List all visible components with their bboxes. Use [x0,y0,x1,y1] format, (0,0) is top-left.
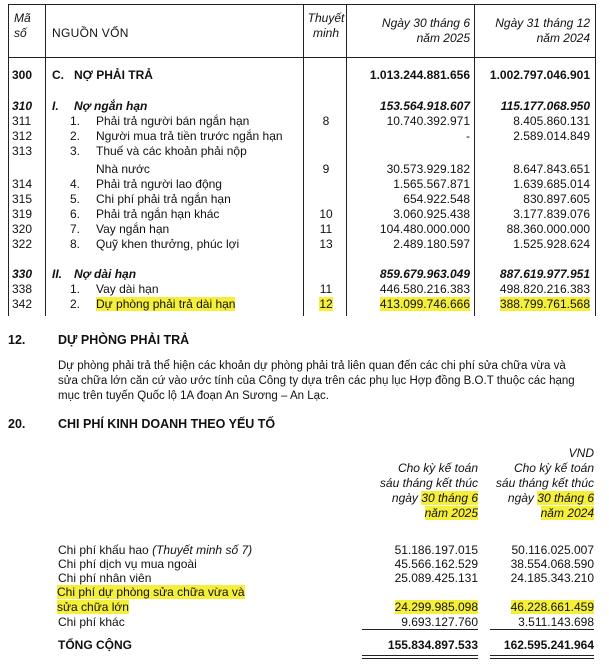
row-code: 330 [12,267,33,281]
row-label: NỢ PHẢI TRẢ [74,68,153,82]
total-underline [490,658,594,659]
total-value-2025: 155.834.897.533 [387,638,478,652]
row-code: 322 [12,237,33,251]
row-label: Chi phí phải trả ngắn hạn [96,192,231,206]
row-label: Nợ ngắn hạn [74,99,148,113]
row-value-2024: 388.799.761.568 [499,297,590,311]
expense-row-label: Chi phí dịch vụ mua ngoài [58,557,197,571]
expense-value-2025: 45.566.162.529 [394,557,478,571]
section-20-number: 20. [8,417,26,431]
row-value-2024: 3.177.839.076 [513,207,590,221]
table-left-border [8,4,9,316]
row-note: 13 [319,237,333,251]
table-top-border [8,4,596,5]
subtotal-line [490,629,594,630]
row-value-2024: 115.177.068.950 [500,99,590,113]
header-col-2025: Ngày 30 tháng 6 năm 2025 [381,16,470,45]
row-code: 300 [12,68,33,82]
expense-header-2024: Cho kỳ kế toán sáu tháng kết thúc ngày 30 tháng 6 năm 2024 [495,461,594,520]
section-12-number: 12. [8,333,26,347]
row-code: 342 [12,297,33,311]
row-value-2025: 859.679.963.049 [379,267,470,281]
row-prefix: 7. [70,222,81,236]
expense-value-2024: 50.116.025.007 [511,543,594,557]
row-note: 8 [322,114,330,128]
row-note: 11 [319,282,333,296]
row-prefix: 2. [70,129,81,143]
row-value-2024: 498.820.216.383 [499,282,590,296]
row-value-2024: 1.639.685.014 [513,177,590,191]
row-prefix: C. [52,68,64,82]
row-note: 11 [319,222,333,236]
subtotal-line [362,629,478,630]
expense-row-label: Chi phí nhân viên [58,571,152,585]
row-value-2025: 446.580.216.383 [379,282,470,296]
row-prefix: II. [52,267,63,281]
row-value-2024: 8.405.860.131 [513,114,590,128]
row-prefix: 4. [70,177,81,191]
row-code: 310 [12,99,33,113]
expense-row-label: Chi phí khấu hao (Thuyết minh số 7) [58,543,253,557]
total-label: TỔNG CỘNG [58,638,132,652]
row-label: Nhà nước [96,162,150,176]
row-label: Nợ dài hạn [74,267,137,281]
row-code: 312 [12,129,33,143]
row-value-2025: 1.013.244.881.656 [369,68,470,82]
row-label: Dự phòng phải trả dài hạn [96,297,236,311]
total-value-2024: 162.595.241.964 [503,638,594,652]
row-label: Thuế và các khoản phải nộp [96,144,247,158]
expense-value-2025: 24.299.985.098 [394,600,478,614]
row-value-2025: - [466,129,470,143]
header-nguon-von: NGUỒN VỐN [52,26,129,40]
row-code: 314 [12,177,33,191]
row-value-2025: 2.489.180.597 [393,237,470,251]
row-label: Người mua trả tiền trước ngắn hạn [96,129,283,143]
row-prefix: 3. [70,144,81,158]
expense-value-2024: 46.228.661.459 [510,600,594,614]
expense-header-2025: Cho kỳ kế toán sáu tháng kết thúc ngày 30 tháng 6 năm 2025 [379,461,478,520]
row-label: Phải trả ngắn hạn khác [96,207,220,221]
row-value-2025: 104.480.000.000 [379,222,470,236]
row-prefix: 1. [70,282,81,296]
table-col-divider [474,4,475,316]
expense-value-2025: 9.693.127.760 [401,615,478,629]
header-col-2024: Ngày 31 tháng 12 năm 2024 [495,16,590,45]
section-12-title: DỰ PHÒNG PHẢI TRẢ [58,333,190,347]
row-value-2025: 654.922.548 [403,192,470,206]
row-value-2024: 1.525.928.624 [513,237,590,251]
row-code: 320 [12,222,33,236]
expense-value-2025: 25.089.425.131 [394,571,478,585]
row-prefix: 2. [70,297,81,311]
row-label: Vay ngắn hạn [96,222,170,236]
row-value-2024: 2.589.014.849 [513,129,590,143]
total-underline [362,655,478,656]
row-prefix: 1. [70,114,81,128]
row-value-2025: 30.573.929.182 [386,162,470,176]
currency-label: VND [568,446,594,460]
row-prefix: 5. [70,192,81,206]
row-code: 338 [12,282,33,296]
row-value-2024: 88.360.000.000 [506,222,590,236]
row-label: Quỹ khen thưởng, phúc lợi [96,237,240,251]
section-20-title: CHI PHÍ KINH DOANH THEO YẾU TỐ [58,417,276,431]
row-code: 311 [12,114,32,128]
table-col-divider [346,4,347,316]
row-code: 319 [12,207,33,221]
expense-value-2024: 24.185.343.210 [510,571,594,585]
row-code: 313 [12,144,33,158]
expense-row-label-highlighted: Chi phí dự phòng sửa chữa vừa và sửa chữa lớn [57,585,245,614]
table-col-divider [45,4,46,316]
row-value-2024: 830.897.605 [523,192,590,206]
row-value-2025: 1.565.567.871 [393,177,470,191]
expense-row-label: Chi phí khác [58,615,125,629]
total-underline [362,658,478,659]
row-label: Phải trả người lao động [96,177,222,191]
table-right-border [595,4,596,316]
expense-value-2024: 38.554.068.590 [510,557,594,571]
row-value-2024: 8.647.843.651 [513,162,590,176]
header-thuyet-minh: Thuyết minh [307,11,345,40]
row-label: Vay dài hạn [96,282,159,296]
row-value-2025: 153.564.918.607 [379,99,470,113]
section-12-paragraph: Dự phòng phải trả thể hiện các khoản dự phòng phải trả liên quan đến các chi phí sửa chữa vừa và sửa chữa lớn căn cứ vào ước tính của Công ty dựa trên các phụ lục Hợp đồng B.O.T thuộc các hạng mục trên tuyến Quốc lộ 1A đoạn An Sương – An Lạc. [58,360,575,402]
row-note: 9 [322,162,330,176]
row-label: Phải trả người bán ngắn hạn [96,114,250,128]
row-prefix: I. [52,99,59,113]
row-value-2025: 413.099.746.666 [379,297,470,311]
table-col-divider [303,4,304,316]
row-note: 10 [319,207,333,221]
expense-value-2025: 51.186.197.015 [394,543,478,557]
row-value-2024: 887.619.977.951 [499,267,590,281]
row-value-2025: 3.060.925.438 [393,207,470,221]
expense-value-2024: 3.511.143.698 [518,615,594,629]
row-prefix: 6. [70,207,81,221]
row-prefix: 8. [70,237,81,251]
row-code: 315 [12,192,33,206]
row-value-2025: 10.740.392.971 [386,114,470,128]
row-note: 12 [319,297,333,311]
total-underline [490,655,594,656]
header-ma-so: Mã số [14,11,31,40]
row-value-2024: 1.002.797.046.901 [489,68,590,82]
table-header-border [8,57,596,58]
